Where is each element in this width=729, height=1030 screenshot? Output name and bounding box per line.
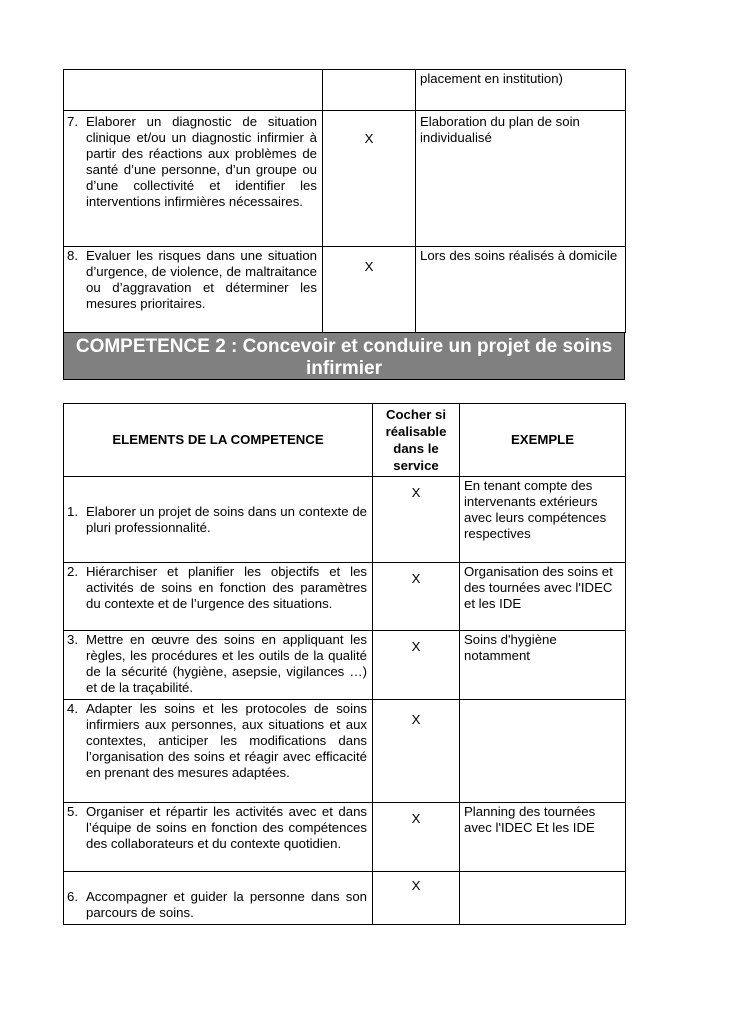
check-mark: X: [373, 563, 460, 631]
table-row: [64, 477, 626, 563]
check-mark: X: [323, 247, 416, 333]
competence-2-title: COMPETENCE 2 : Concevoir et conduire un projet de soins infirmier: [63, 333, 625, 380]
table-row: [64, 563, 626, 631]
element-text: Hiérarchiser et planifier les objectifs et les activités de soins en fonction des paramètres du contexte et de l’urgence des situations.: [86, 564, 367, 611]
element-cell: [64, 111, 323, 247]
element-text: Evaluer les risques dans une situation d’urgence, de violence, de maltraitance ou d’aggravation et déterminer les mesures prioritaires.: [86, 248, 317, 311]
table-row: [64, 247, 626, 333]
element-cell: [64, 872, 373, 925]
element-text: Adapter les soins et les protocoles de soins infirmiers aux personnes, aux situations et aux contextes, anticiper les modifications dans l’organisation des soins et réagir avec efficacité en prenant des mesures adaptées.: [86, 701, 367, 780]
element-cell: [64, 803, 373, 872]
example-text: Planning des tournées avec l'IDEC Et les IDE: [460, 803, 626, 872]
header-example: EXEMPLE: [460, 404, 626, 477]
item-number: 2.: [67, 564, 78, 579]
item-number: 7.: [67, 114, 78, 129]
element-cell: [64, 563, 373, 631]
element-text: Mettre en œuvre des soins en appliquant les règles, les procédures et les outils de la qualité de la sécurité (hygiène, asepsie, vigilances …) et de la traçabilité.: [86, 632, 367, 695]
item-number: 6.: [67, 889, 78, 904]
check-mark: X: [373, 700, 460, 803]
table-row: [64, 70, 626, 111]
element-text: Elaborer un projet de soins dans un contexte de pluri professionnalité.: [86, 503, 367, 535]
element-text: Organiser et répartir les activités avec et dans l’équipe de soins en fonction des compétences des collaborateurs et du contexte quotidien.: [86, 804, 367, 851]
header-elements: ELEMENTS DE LA COMPETENCE: [64, 404, 373, 477]
item-number: 8.: [67, 248, 78, 263]
check-mark: X: [373, 477, 460, 563]
check-cell: [323, 70, 416, 111]
element-cell: [64, 477, 373, 563]
element-cell: [64, 700, 373, 803]
example-text: En tenant compte des intervenants extérieurs avec leurs compétences respectives: [460, 477, 626, 563]
example-text: [460, 700, 626, 803]
example-cell: placement en institution): [416, 70, 626, 111]
item-number: 4.: [67, 701, 78, 716]
element-cell: [64, 247, 323, 333]
table-row: [64, 803, 626, 872]
example-text: [460, 872, 626, 925]
check-mark: X: [323, 111, 416, 247]
item-number: 1.: [67, 503, 78, 519]
example-text: Lors des soins réalisés à domicile: [416, 247, 626, 333]
element-cell: [64, 631, 373, 700]
check-mark: X: [373, 872, 460, 925]
table-row: [64, 872, 626, 925]
table-header-row: [64, 404, 626, 477]
example-text: Organisation des soins et des tournées avec l'IDEC et les IDE: [460, 563, 626, 631]
example-text: Elaboration du plan de soin individualisé: [416, 111, 626, 247]
element-cell: [64, 70, 323, 111]
table-row: [64, 631, 626, 700]
competence-1-table-continued: [63, 69, 626, 333]
example-text: Soins d'hygiène notamment: [460, 631, 626, 700]
check-mark: X: [373, 803, 460, 872]
element-text: Elaborer un diagnostic de situation clinique et/ou un diagnostic infirmier à partir des réactions aux problèmes de santé d’une personne, d’un groupe ou d’une collectivité et identifier les interventions infirmières nécessaires.: [86, 114, 317, 209]
element-text: Accompagner et guider la personne dans son parcours de soins.: [86, 889, 367, 920]
table-row: [64, 700, 626, 803]
header-check: Cocher si réalisable dans le service: [373, 404, 460, 477]
item-number: 3.: [67, 632, 78, 647]
competence-2-table: [63, 403, 626, 925]
check-mark: X: [373, 631, 460, 700]
item-number: 5.: [67, 804, 78, 819]
table-row: [64, 111, 626, 247]
